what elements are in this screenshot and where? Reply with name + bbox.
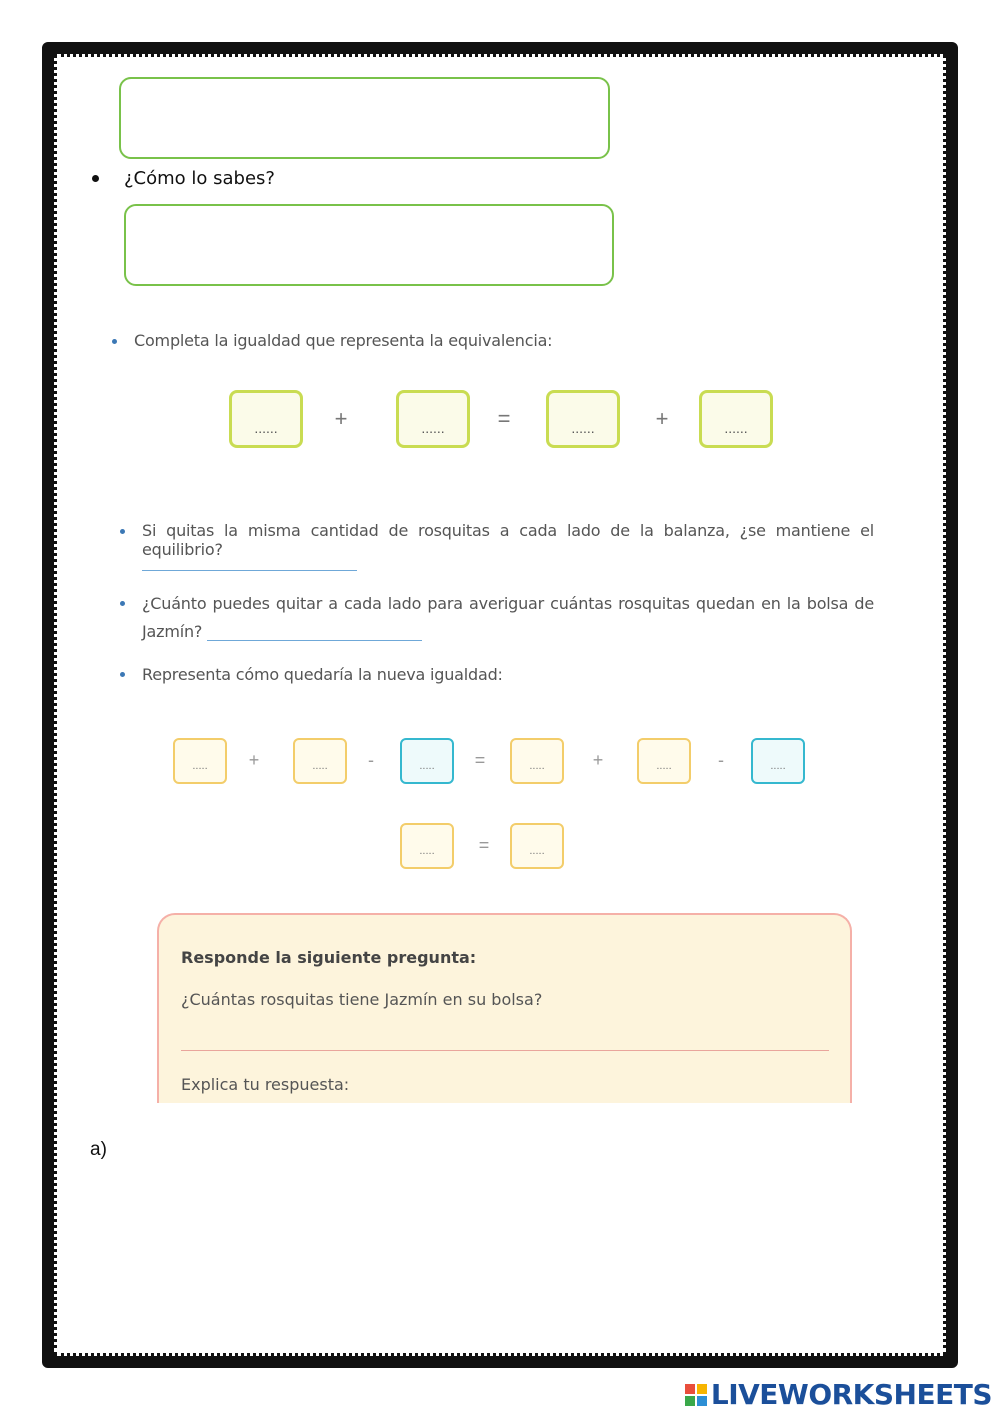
- equality-box-1[interactable]: ......: [229, 390, 303, 448]
- remove-answer-line[interactable]: [207, 640, 422, 641]
- bullet-icon: [120, 672, 125, 677]
- minus-sign: -: [718, 750, 724, 770]
- card-question: ¿Cuántas rosquitas tiene Jazmín en su bolsa?: [181, 990, 543, 1009]
- equals-sign: =: [474, 750, 486, 770]
- bullet-icon: [92, 175, 99, 182]
- new-equality-box-2[interactable]: .....: [293, 738, 347, 784]
- liveworksheets-logo-icon: [685, 1384, 707, 1406]
- new-equality-box-6[interactable]: .....: [751, 738, 805, 784]
- bullet-icon: [120, 601, 125, 606]
- card-answer-line[interactable]: [181, 1050, 829, 1051]
- remove-question-line1: ¿Cuánto puedes quitar a cada lado para averiguar cuántas rosquitas quedan en la bolsa de: [142, 594, 874, 613]
- how-do-you-know-question: ¿Cómo lo sabes?: [124, 168, 275, 189]
- complete-equality-instruction: Completa la igualdad que representa la equivalencia:: [134, 331, 553, 350]
- remove-question-line2: Jazmín?: [142, 622, 203, 641]
- plus-sign: +: [592, 750, 604, 770]
- equality-box-4[interactable]: ......: [699, 390, 773, 448]
- balance-answer-line[interactable]: [142, 570, 357, 571]
- new-equality-box-5[interactable]: .....: [637, 738, 691, 784]
- bullet-icon: [120, 529, 125, 534]
- question-card: [157, 913, 852, 1103]
- new-equality-box-3[interactable]: .....: [400, 738, 454, 784]
- new-equality-box-1[interactable]: .....: [173, 738, 227, 784]
- result-box-left[interactable]: .....: [400, 823, 454, 869]
- card-title: Responde la siguiente pregunta:: [181, 948, 477, 967]
- card-explain-label: Explica tu respuesta:: [181, 1075, 350, 1094]
- minus-sign: -: [368, 750, 374, 770]
- bullet-icon: [112, 339, 117, 344]
- equality-box-2[interactable]: ......: [396, 390, 470, 448]
- answer-box-1[interactable]: [119, 77, 610, 159]
- answer-box-2[interactable]: [124, 204, 614, 286]
- result-box-right[interactable]: .....: [510, 823, 564, 869]
- plus-sign: +: [655, 406, 669, 431]
- plus-sign: +: [248, 750, 260, 770]
- answer-label: a): [90, 1139, 107, 1160]
- brand-name: LIVEWORKSHEETS: [710, 1378, 992, 1411]
- represent-question: Representa cómo quedaría la nueva igualdad:: [142, 665, 503, 684]
- equality-box-3[interactable]: ......: [546, 390, 620, 448]
- liveworksheets-logo: [685, 1378, 992, 1411]
- new-equality-box-4[interactable]: .....: [510, 738, 564, 784]
- balance-question: Si quitas la misma cantidad de rosquitas a cada lado de la balanza, ¿se mantiene el equilibrio?: [142, 521, 874, 559]
- plus-sign: +: [334, 406, 348, 431]
- equals-sign: =: [497, 406, 511, 431]
- equals-sign: =: [478, 835, 490, 855]
